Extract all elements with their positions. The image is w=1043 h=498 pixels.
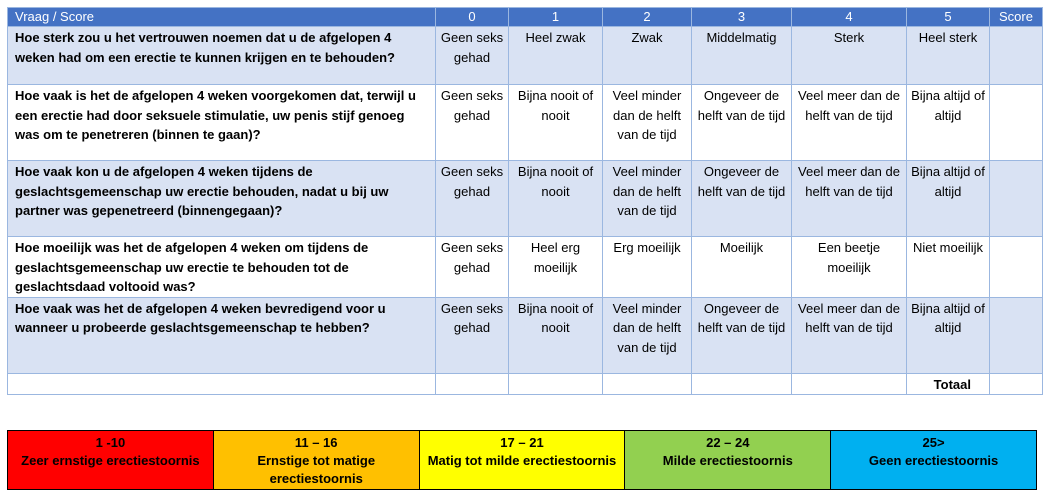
answer-3: Ongeveer de helft van de tijd (692, 161, 792, 237)
answer-3: Middelmatig (692, 27, 792, 85)
header-score-3: 3 (692, 8, 792, 27)
question-text: Hoe vaak kon u de afgelopen 4 weken tijdens de geslachtsgemeenschap uw erectie behouden, nadat u bij uw partner was gepenetreerd (binnengegaan)? (8, 161, 436, 237)
severity-label: Geen erectiestoornis (868, 453, 999, 468)
header-score: Score (990, 8, 1043, 27)
header-score-5: 5 (907, 8, 990, 27)
answer-0: Geen seks gehad (436, 161, 509, 237)
severity-band-severe (8, 431, 214, 489)
question-text: Hoe vaak was het de afgelopen 4 weken bevredigend voor u wanneer u probeerde geslachtsgemeenschap te hebben? (8, 297, 436, 373)
answer-5: Niet moeilijk (907, 237, 990, 298)
question-text: Hoe moeilijk was het de afgelopen 4 weken om tijdens de geslachtsgemeenschap uw erectie te behouden tot de geslachtsdaad voltooid was? (8, 237, 436, 298)
answer-0: Geen seks gehad (436, 27, 509, 85)
answer-4: Een beetje moeilijk (792, 237, 907, 298)
question-text: Hoe vaak is het de afgelopen 4 weken voorgekomen dat, terwijl u een erectie had door seksuele stimulatie, uw penis stijf genoeg was om te penetreren (binnen te gaan)? (8, 85, 436, 161)
score-cell[interactable] (990, 85, 1043, 161)
table-row (8, 237, 1043, 298)
header-score-4: 4 (792, 8, 907, 27)
answer-2: Veel minder dan de helft van de tijd (603, 297, 692, 373)
severity-band-mild (625, 431, 831, 489)
severity-scale (7, 430, 1037, 490)
total-row (8, 373, 1043, 395)
score-cell[interactable] (990, 297, 1043, 373)
answer-5: Bijna altijd of altijd (907, 297, 990, 373)
empty-cell (692, 373, 792, 395)
answer-2: Zwak (603, 27, 692, 85)
score-cell[interactable] (990, 161, 1043, 237)
severity-range: 11 – 16 (294, 435, 338, 450)
severity-label: Matig tot milde erectiestoornis (427, 453, 617, 468)
severity-range: 25> (922, 435, 945, 450)
answer-1: Bijna nooit of nooit (509, 161, 603, 237)
table-row (8, 297, 1043, 373)
header-score-1: 1 (509, 8, 603, 27)
empty-cell (509, 373, 603, 395)
answer-3: Moeilijk (692, 237, 792, 298)
severity-band-moderate-mild (420, 431, 626, 489)
answer-2: Veel minder dan de helft van de tijd (603, 161, 692, 237)
severity-range: 17 – 21 (500, 435, 544, 450)
answer-2: Veel minder dan de helft van de tijd (603, 85, 692, 161)
score-cell[interactable] (990, 237, 1043, 298)
answer-5: Heel sterk (907, 27, 990, 85)
answer-1: Bijna nooit of nooit (509, 85, 603, 161)
header-row (8, 8, 1043, 27)
table-row (8, 27, 1043, 85)
severity-band-severe-moderate (214, 431, 420, 489)
iief-questionnaire-table (7, 7, 1043, 395)
answer-5: Bijna altijd of altijd (907, 85, 990, 161)
answer-3: Ongeveer de helft van de tijd (692, 297, 792, 373)
severity-label: Ernstige tot matige erectiestoornis (257, 453, 376, 486)
answer-2: Erg moeilijk (603, 237, 692, 298)
empty-cell (8, 373, 436, 395)
answer-4: Veel meer dan de helft van de tijd (792, 85, 907, 161)
severity-label: Milde erectiestoornis (662, 453, 793, 468)
table-row (8, 161, 1043, 237)
severity-range: 1 -10 (95, 435, 126, 450)
header-question: Vraag / Score (8, 8, 436, 27)
answer-4: Veel meer dan de helft van de tijd (792, 297, 907, 373)
empty-cell (603, 373, 692, 395)
score-cell[interactable] (990, 27, 1043, 85)
total-label: Totaal (907, 373, 990, 395)
answer-0: Geen seks gehad (436, 85, 509, 161)
total-score-cell[interactable] (990, 373, 1043, 395)
table-row (8, 85, 1043, 161)
answer-3: Ongeveer de helft van de tijd (692, 85, 792, 161)
severity-label: Zeer ernstige erectiestoornis (21, 453, 200, 468)
empty-cell (436, 373, 509, 395)
empty-cell (792, 373, 907, 395)
answer-4: Veel meer dan de helft van de tijd (792, 161, 907, 237)
answer-4: Sterk (792, 27, 907, 85)
severity-band-none (831, 431, 1036, 489)
question-text: Hoe sterk zou u het vertrouwen noemen dat u de afgelopen 4 weken had om een erectie te kunnen krijgen en te behouden? (8, 27, 436, 85)
answer-0: Geen seks gehad (436, 297, 509, 373)
answer-5: Bijna altijd of altijd (907, 161, 990, 237)
answer-0: Geen seks gehad (436, 237, 509, 298)
answer-1: Heel erg moeilijk (509, 237, 603, 298)
answer-1: Bijna nooit of nooit (509, 297, 603, 373)
answer-1: Heel zwak (509, 27, 603, 85)
header-score-2: 2 (603, 8, 692, 27)
severity-range: 22 – 24 (706, 435, 750, 450)
header-score-0: 0 (436, 8, 509, 27)
